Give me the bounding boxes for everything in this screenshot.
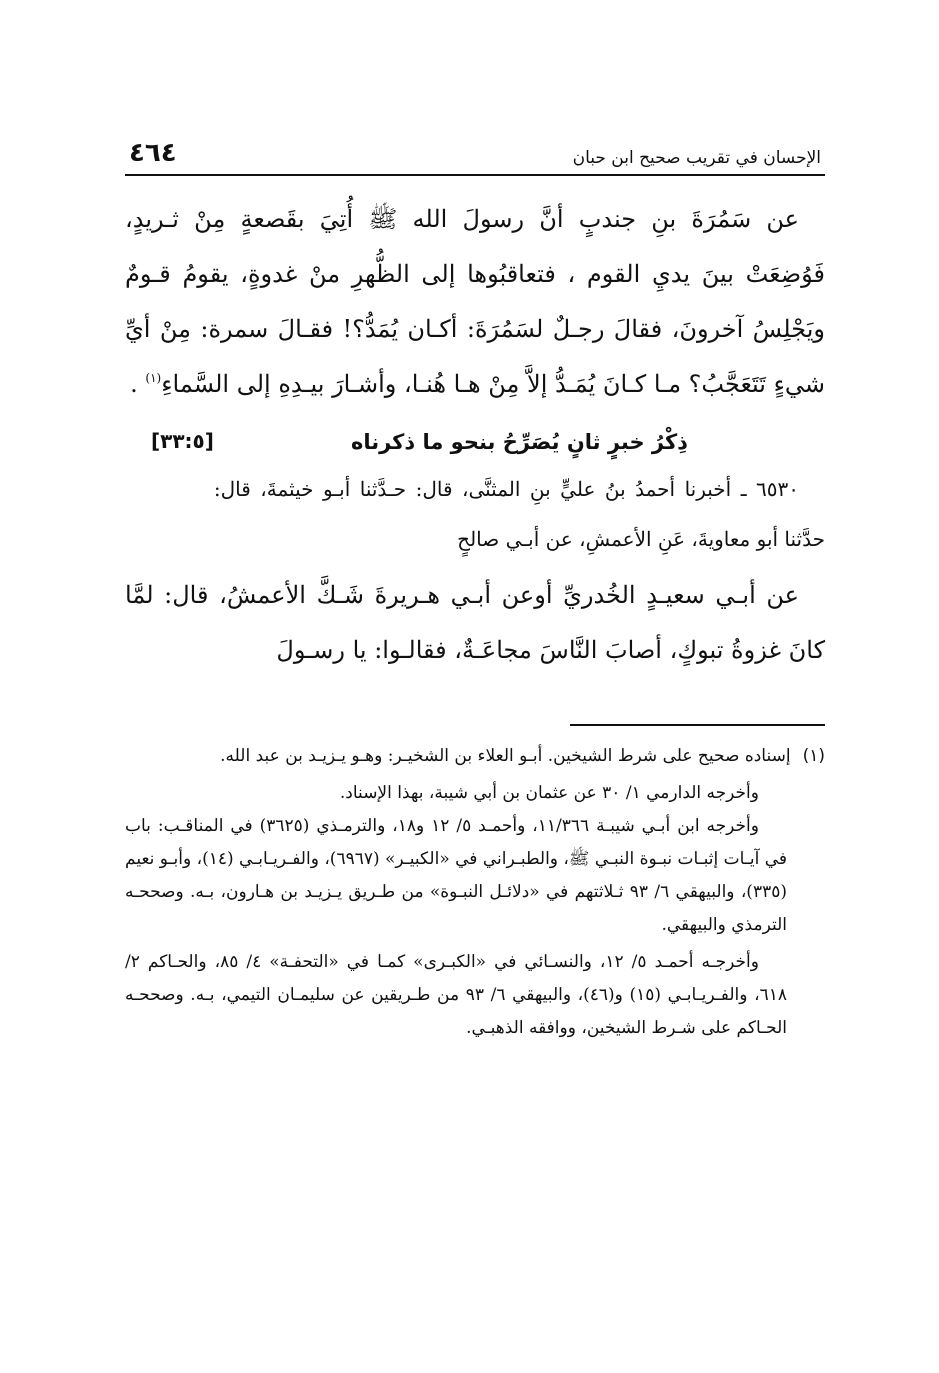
matn-text: عن أبـي سعيـدٍ الخُدريِّ أوعن أبـي هـريرةَ شَـكَّ الأعمشُ، قال: لمَّا كانَ غزوةُ تبوكٍ، أصابَ النَّاسَ مجاعَـةٌ، فقالـوا: يا رسـولَ [125, 581, 825, 664]
section-heading: ذِكْرُ خبرٍ ثانٍ يُصَرِّحُ بنحو ما ذكرناه [350, 430, 688, 454]
isnad-text: ٦٥٣٠ ـ أخبرنا أحمدُ بنُ عليٍّ بنِ المثنَّى، قال: حـدَّثنا أبـو خيثمةَ، قال: حدَّثنا أبو معاويةَ، عَنِ الأعمشِ، عن أبـي صالحٍ [213, 477, 825, 551]
book-page [125, 128, 825, 1045]
hadith-reference-number: [٣٣:٥] [151, 429, 214, 453]
main-paragraph-text: عن سَمُرَةَ بنِ جندبٍ أنَّ رسولَ الله ﷺ أُتِيَ بقَصعةٍ مِنْ ثـريدٍ، فَوُضِعَتْ بينَ يديِ القوم ، فتعاقبُوها إلى الظُّهرِ منْ غدوةٍ، يقومُ قـومٌ ويَجْلِسُ آخرونَ، فقالَ رجـلٌ لسَمُرَةَ: أكـان يُمَدُّ؟! فقـالَ سمرة: مِنْ أيِّ شيءٍ تَتَعَجَّبُ؟ مـا كـانَ يُمَـدُّ إلاَّ مِنْ هـا هُنـا، وأشـارَ بيـدِهِ إلى السَّماءِ [125, 205, 825, 398]
running-title: الإحسان في تقريب صحيح ابن حبان [572, 148, 821, 168]
page-number: ٤٦٤ [129, 138, 177, 168]
footnote-separator [570, 724, 825, 726]
footnote-paragraph-2: وأخرجه الدارمي ١/ ٣٠ عن عثمان بن أبي شيبة، بهذا الإسناد. [339, 783, 759, 803]
footnote-paragraph-3: وأخرجه ابن أبـي شيبـة ١١/٣٦٦، وأحمـد ٥/ ١٢ و١٨، والترمـذي (٣٦٢٥) في المناقـب: باب في آيـات إثبـات نبـوة النبـي ﷺ، والطبـراني في «الكبيـر» (٦٩٦٧)، والفـريـابـي (١٤)، وأبـو نعيم (٣٣٥)، والبيهقي ٦/ ٩٣ ثـلاثتهم في «دلائـل النبـوة» من طـريق يـزيـد بن هـارون، بـه. وصححـه الترمذي والبيهقي. [125, 816, 787, 935]
isnad-block [125, 464, 825, 564]
footnote-reference: (١) [145, 371, 162, 385]
paragraph-end: . [130, 370, 146, 398]
page-header [125, 128, 825, 176]
footnote-1 [125, 740, 825, 773]
footnotes-block [125, 740, 825, 1045]
footnote-1-text: إسناده صحيح على شرط الشيخين. أبـو العلاء بن الشخيـر: وهـو يـزيـد بن عبد الله. [220, 746, 791, 766]
footnote-marker: (١) [802, 746, 825, 766]
matn-block [125, 568, 825, 678]
footnote-paragraph-4: وأخرجـه أحمـد ٥/ ١٢، والنسـائي في «الكبـرى» كمـا في «التحفـة» ٤/ ٨٥، والحـاكم ٢/ ٦١٨، والفـريـابـي (١٥) و(٤٦)، والبيهقي ٦/ ٩٣ من طـريقين عن سليمـان التيمي، بـه. وصححـه الحـاكم على شـرط الشيخين، ووافقه الذهبـي. [125, 952, 787, 1038]
